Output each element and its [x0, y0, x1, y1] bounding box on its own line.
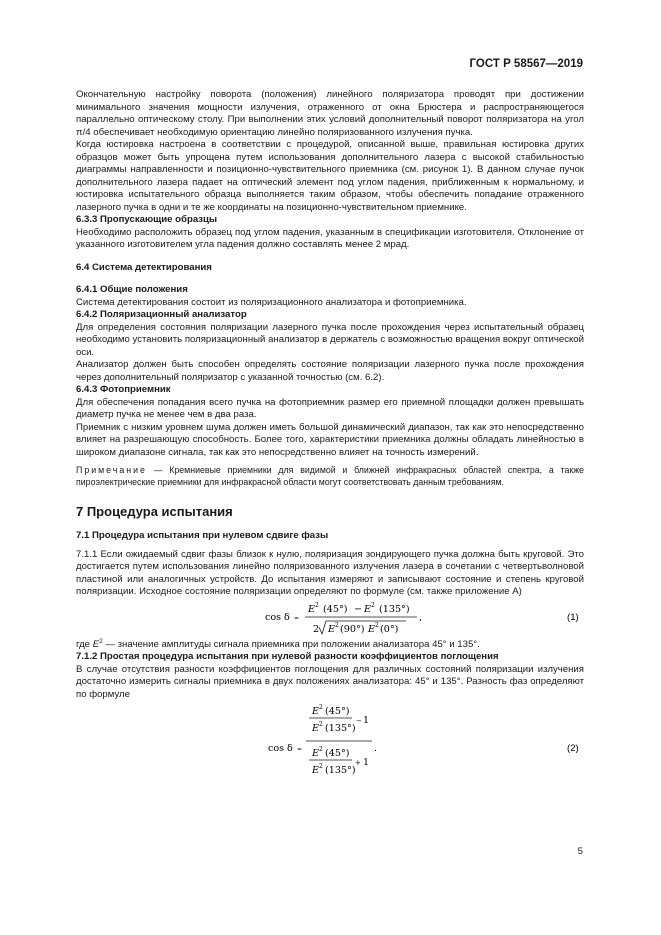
minus: − — [356, 717, 362, 725]
paragraph: Для обеспечения попадания всего пучка на фотоприемник размер его приемной площадки должен превышать диаметр пучка не менее чем в два раза. — [76, 396, 584, 420]
paragraph: Необходимо расположить образец под углом падения, указанным в спецификации изготовителя. Отклонение от указанного изготовителем угла падения должно составлять менее 2 мрад. — [76, 226, 584, 250]
exp: 2 — [371, 601, 375, 609]
exp: 2 — [375, 621, 379, 629]
one: 1 — [363, 715, 370, 726]
cos: cos — [265, 611, 282, 623]
section-heading-6-4-3: 6.4.3 Фотоприемник — [76, 384, 171, 395]
e-sym: E — [312, 706, 320, 717]
formula-2-graphic — [76, 701, 584, 797]
plus: + — [355, 759, 361, 767]
minus: − — [354, 603, 363, 615]
section-heading-6-4-2: 6.4.2 Поляризационный анализатор — [76, 309, 247, 320]
e-sym: E — [312, 723, 320, 734]
formula-2 — [76, 701, 584, 797]
note-text: — Кремниевые приемники для видимой и ближней инфракрасных областей спектра, а также пироэлектрические приемники для инфракрасной области могут соответствовать данным требованиям. — [76, 465, 584, 487]
paren-arg: (45°) — [325, 748, 350, 759]
exp: 2 — [319, 763, 323, 770]
exp: 2 — [315, 601, 319, 609]
document-standard-number: ГОСТ Р 58567—2019 — [469, 58, 583, 70]
formula-1 — [76, 599, 584, 639]
paragraph: 7.1.1 Если ожидаемый сдвиг фазы близок к нулю, поляризация зондирующего пучка должна быть круговой. Это достигается путем использования линейно поляризованного излучения лазера в сочетании с четвертьволновой пластиной или аналогичных устройств. До испытания измеряют и записывают состояние и степень круговой поляризации. Исходное состояние поляризации определяют по формуле (см. также приложение А) — [76, 548, 584, 597]
chapter-heading-7: 7 Процедура испытания — [76, 504, 233, 519]
exp: 2 — [319, 746, 323, 753]
delta: δ — [287, 743, 293, 754]
e-sym: E — [364, 603, 372, 615]
cos: cos — [268, 743, 285, 754]
page-content — [76, 89, 584, 797]
formula-1-graphic — [76, 599, 584, 639]
delta: δ — [284, 611, 290, 623]
equals: = — [294, 614, 300, 622]
paren-arg: (135°) — [379, 603, 410, 615]
period: . — [374, 743, 378, 754]
paren-arg: (45°) — [325, 706, 350, 717]
paragraph: Анализатор должен быть способен определять состояние поляризации лазерного пучка после прохождения через дополнительный поляризатор с указанной точностью (см. 6.2). — [76, 359, 584, 383]
paragraph: Окончательную настройку поворота (положения) линейного поляризатора проводят при достижении минимального значения мощности излучения, отраженного от окна Брюстера и распространяющегося параллельно оптическому столу. При выполнении этих условий дополнительный поворот поляризатора на угол π/4 обеспечивает необходимую ориентацию линейно поляризованного излучения пучка. — [76, 89, 584, 138]
paren-arg: (45°) — [323, 603, 348, 615]
paragraph: Для определения состояния поляризации лазерного пучка после прохождения через испытательный образец необходимо установить поляризационный анализатор в держатель с возможностью вращения вокруг оптической оси. — [76, 321, 584, 358]
paren-arg: (0°) — [380, 623, 399, 635]
paragraph: Система детектирования состоит из поляризационного анализатора и фотоприемника. — [76, 296, 467, 308]
paren-arg: (135°) — [325, 723, 356, 734]
e-sym: E — [312, 748, 320, 759]
paragraph: Когда юстировка настроена в соответствии с процедурой, описанной выше, правильная юстировка других образцов может быть упрощена путем использования дополнительного лазера с высокой стабильностью диаграммы направленности и позиционно-чувствительного приемника (см. рисунок 1). В данном случае пучок дополнительного лазера падает на оптический элемент под углом падения, приближенным к нормальному, и юстировка испытательного образца выполняется таким образом, чтобы обеспечить попадание отраженного лазерного пучка в одни и те же координаты на позиционно-чувствительном приемнике. — [76, 139, 584, 213]
section-heading-6-3-3: 6.3.3 Пропускающие образцы — [76, 214, 218, 225]
section-heading-7-1: 7.1 Процедура испытания при нулевом сдвиге фазы — [76, 530, 329, 541]
equation-number-1: (1) — [567, 611, 579, 623]
paragraph: Приемник с низким уровнем шума должен иметь большой динамический диапазон, так как это непосредственно влияет на разрешающую способность. Более того, характеристики приемника должны обладать линейностью в широком диапазоне сигнала, так как это непосредственно влияет на точность измерений. — [76, 421, 584, 458]
one: 1 — [363, 757, 370, 768]
exp: 2 — [335, 621, 339, 629]
equation-number-2: (2) — [567, 743, 579, 754]
note-label: Примечание — [76, 465, 147, 475]
e-sym: E — [312, 765, 320, 776]
comma: , — [419, 611, 423, 623]
two: 2 — [313, 623, 320, 635]
note — [76, 465, 584, 488]
e-sym: E — [368, 623, 376, 635]
page-number: 5 — [577, 846, 583, 857]
paragraph: В случае отсутствия разности коэффициентов поглощения для различных состояний поляризации излучения достаточно измерить сигналы приемника в двух положениях анализатора: 45° и 135°. Разность фаз определяют по формуле — [76, 663, 584, 700]
paren-arg: (90°) — [340, 623, 365, 635]
paren-arg: (135°) — [325, 765, 356, 776]
e-sym: E — [308, 603, 316, 615]
section-heading-6-4: 6.4 Система детектирования — [76, 261, 212, 273]
e-sym: E — [328, 623, 336, 635]
where-clause: где $E^2$ — значение амплитуды сигнала приемника при положении анализатора 45° и 135°. — [76, 637, 480, 650]
equals: = — [297, 746, 303, 753]
section-heading-7-1-2: 7.1.2 Простая процедура испытания при нулевой разности коэффициентов поглощения — [76, 651, 499, 662]
exp: 2 — [319, 721, 323, 728]
section-heading-6-4-1: 6.4.1 Общие положения — [76, 284, 188, 295]
exp: 2 — [319, 704, 323, 711]
